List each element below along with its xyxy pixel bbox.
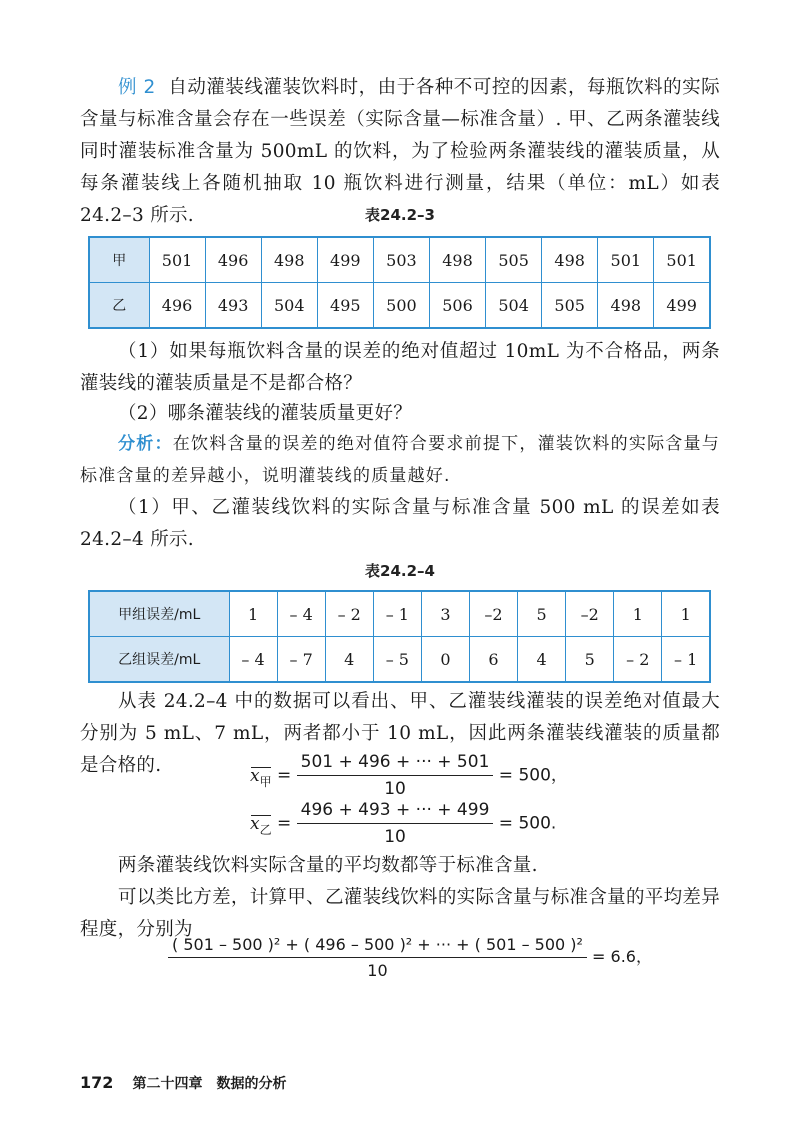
table-cell: 498 bbox=[261, 237, 317, 283]
table-cell: 505 bbox=[542, 283, 598, 329]
table-row bbox=[89, 237, 710, 283]
mean-conclusion: 两条灌装线饮料实际含量的平均数都等于标准含量. bbox=[118, 855, 538, 876]
table-row bbox=[89, 283, 710, 329]
table-cell: 504 bbox=[261, 283, 317, 329]
table-cell: 499 bbox=[317, 237, 373, 283]
table-cell: – 5 bbox=[373, 637, 421, 683]
row-label: 乙组误差/mL bbox=[89, 637, 229, 683]
table-cell: – 2 bbox=[325, 591, 373, 637]
table-cell: –2 bbox=[566, 591, 614, 637]
table-row bbox=[89, 637, 710, 683]
table-cell: 1 bbox=[229, 591, 277, 637]
table-row bbox=[89, 591, 710, 637]
table-cell: – 7 bbox=[277, 637, 325, 683]
numerator: ( 501 – 500 )² + ( 496 – 500 )² + ··· + ( 501 – 500 )² bbox=[168, 935, 587, 958]
table-cell: 0 bbox=[421, 637, 469, 683]
table-cell: – 1 bbox=[373, 591, 421, 637]
conclusion-paragraph: 从表 24.2–4 中的数据可以看出、甲、乙灌装线灌装的误差绝对值最大分别为 5 mL、7 mL，两者都小于 10 mL，因此两条灌装线灌装的质量都是合格的. bbox=[80, 691, 720, 776]
table-cell: 501 bbox=[598, 237, 654, 283]
result: = 500， bbox=[498, 765, 568, 786]
table-cell: 496 bbox=[149, 283, 205, 329]
table-cell: 3 bbox=[421, 591, 469, 637]
table-cell: 503 bbox=[373, 237, 429, 283]
denominator: 10 bbox=[367, 961, 388, 980]
page-number: 172 bbox=[80, 1073, 114, 1092]
mean-formula-b: $x_乙$ = $\frac{496 + 493 + \cdot\cdot\cdot + 499}{10}$ = 500. bbox=[250, 800, 557, 847]
table-cell: – 2 bbox=[614, 637, 662, 683]
table-cell: 506 bbox=[429, 283, 485, 329]
table-cell: 1 bbox=[614, 591, 662, 637]
variance-intro: 可以类比方差，计算甲、乙灌装线饮料的实际含量与标准含量的平均差异程度，分别为 bbox=[80, 887, 720, 940]
variance-formula-a bbox=[168, 935, 652, 980]
table-cell: 505 bbox=[486, 237, 542, 283]
row-label: 甲 bbox=[89, 237, 149, 283]
table-cell: 501 bbox=[654, 237, 710, 283]
example-text: 自动灌装线灌装饮料时，由于各种不可控的因素，每瓶饮料的实际含量与标准含量会存在一些误差（实际含量—标准含量）. 甲、乙两条灌装线同时灌装标准含量为 500mL 的饮料，为了检验两条灌装线的灌装质量，从每条灌装线上各随机抽取 10 瓶饮料进行测量，结果（单位：mL）如表 24.2–3 所示. bbox=[80, 77, 720, 226]
table-cell: 498 bbox=[429, 237, 485, 283]
table-cell: 1 bbox=[662, 591, 710, 637]
denominator: 10 bbox=[384, 779, 406, 799]
denominator: 10 bbox=[384, 827, 406, 847]
table-cell: –2 bbox=[469, 591, 517, 637]
table1 bbox=[88, 236, 711, 329]
table-cell: 5 bbox=[566, 637, 614, 683]
mean-symbol: $x_乙$ bbox=[250, 813, 272, 837]
table-cell: 4 bbox=[325, 637, 373, 683]
table-cell: 498 bbox=[598, 283, 654, 329]
table-cell: 498 bbox=[542, 237, 598, 283]
mean-formula-a: $x_甲$ = $\frac{501 + 496 + \cdot\cdot\cdot + 501}{10}$ = 500， bbox=[250, 752, 568, 799]
answer-1: （1）甲、乙灌装线饮料的实际含量与标准含量 500 mL 的误差如表 24.2–4 所示. bbox=[80, 497, 720, 550]
question-2: （2）哪条灌装线的灌装质量更好？ bbox=[118, 403, 413, 424]
table-cell: 495 bbox=[317, 283, 373, 329]
table-cell: – 4 bbox=[229, 637, 277, 683]
analysis-label: 分析： bbox=[118, 434, 173, 454]
chapter-title: 第二十四章 数据的分析 bbox=[132, 1076, 287, 1092]
table-cell: 5 bbox=[518, 591, 566, 637]
table2-caption: 表24.2–4 bbox=[365, 562, 435, 580]
analysis-text: 在饮料含量的误差的绝对值符合要求前提下，灌装饮料的实际含量与标准含量的差异越小，说明灌装线的质量越好. bbox=[80, 434, 720, 486]
numerator: 496 + 493 + ··· + 499 bbox=[297, 800, 494, 824]
analysis-paragraph bbox=[80, 428, 720, 492]
example-label: 例 2 bbox=[118, 77, 156, 98]
table-cell: 500 bbox=[373, 283, 429, 329]
result: = 6.6， bbox=[592, 947, 652, 966]
table-cell: 493 bbox=[205, 283, 261, 329]
table-cell: – 1 bbox=[662, 637, 710, 683]
table-cell: 496 bbox=[205, 237, 261, 283]
result: = 500. bbox=[498, 813, 557, 834]
table-cell: 4 bbox=[518, 637, 566, 683]
numerator: 501 + 496 + ··· + 501 bbox=[297, 752, 494, 776]
row-label: 乙 bbox=[89, 283, 149, 329]
table-cell: – 4 bbox=[277, 591, 325, 637]
table-cell: 6 bbox=[469, 637, 517, 683]
table-cell: 499 bbox=[654, 283, 710, 329]
mean-symbol: $x_甲$ bbox=[250, 765, 272, 789]
page-footer bbox=[80, 1073, 287, 1093]
table-cell: 504 bbox=[486, 283, 542, 329]
table2 bbox=[88, 590, 711, 683]
question-1: （1）如果每瓶饮料含量的误差的绝对值超过 10mL 为不合格品，两条灌装线的灌装质量是不是都合格？ bbox=[80, 341, 720, 394]
table-cell: 501 bbox=[149, 237, 205, 283]
table1-caption: 表24.2–3 bbox=[365, 206, 435, 224]
row-label: 甲组误差/mL bbox=[89, 591, 229, 637]
